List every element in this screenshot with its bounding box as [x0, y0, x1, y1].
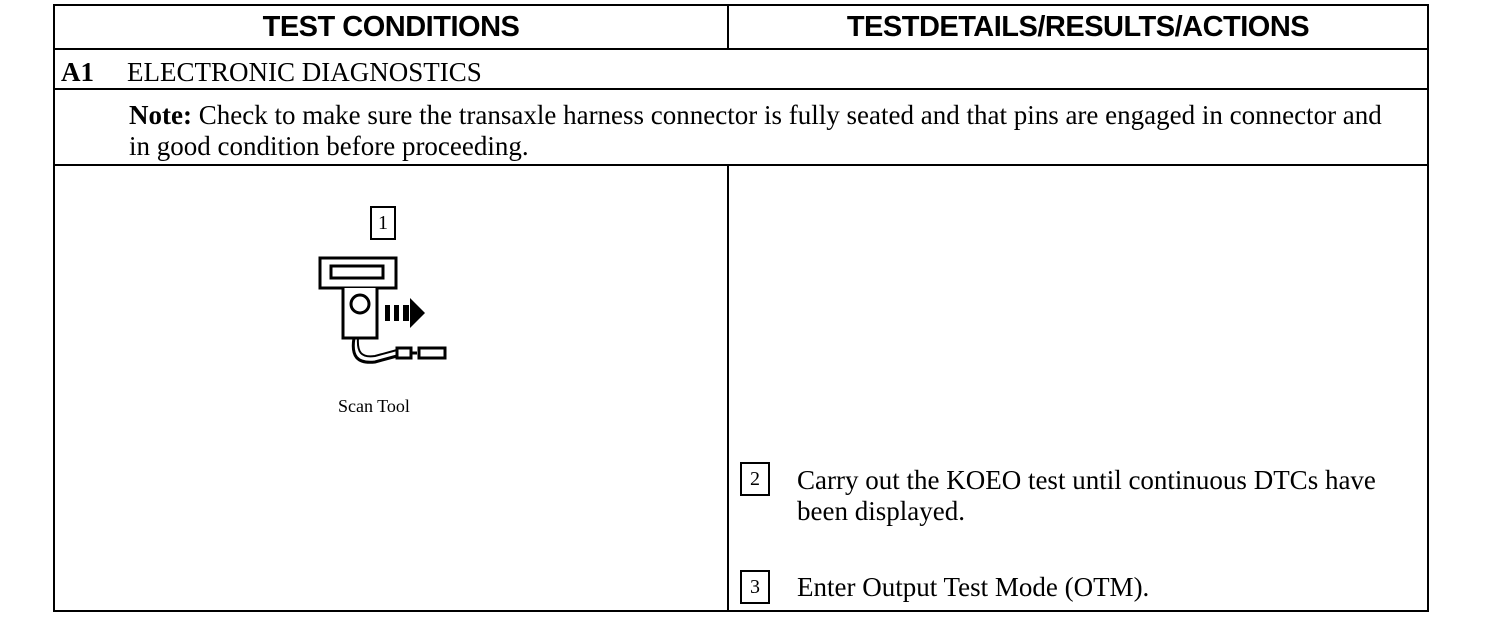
section-row: [55, 50, 1427, 90]
step-3-badge: 3: [740, 570, 770, 604]
note-body: Check to make sure the transaxle harness connector is fully seated and that pins are engaged in connector and in good condition before proceeding.: [129, 100, 1382, 161]
step-1-badge: 1: [370, 206, 396, 240]
step-2-text: Carry out the KOEO test until continuous DTCs have been displayed.: [797, 465, 1376, 526]
section-title: ELECTRONIC DIAGNOSTICS: [127, 57, 482, 87]
header-test-conditions: TEST CONDITIONS: [262, 10, 520, 43]
body-column-divider: [727, 166, 729, 610]
section-code: A1: [61, 57, 94, 87]
step-2-badge: 2: [740, 462, 770, 496]
note-label: Note:: [129, 100, 192, 130]
header-test-details: TESTDETAILS/RESULTS/ACTIONS: [846, 10, 1310, 43]
note-text: [129, 100, 1389, 162]
step-3-text: Enter Output Test Mode (OTM).: [797, 572, 1150, 602]
note-divider: [55, 164, 1427, 166]
scan-tool-caption: Scan Tool: [338, 396, 410, 416]
diagnostic-table: [53, 4, 1429, 612]
scan-tool-icon: [313, 252, 453, 368]
